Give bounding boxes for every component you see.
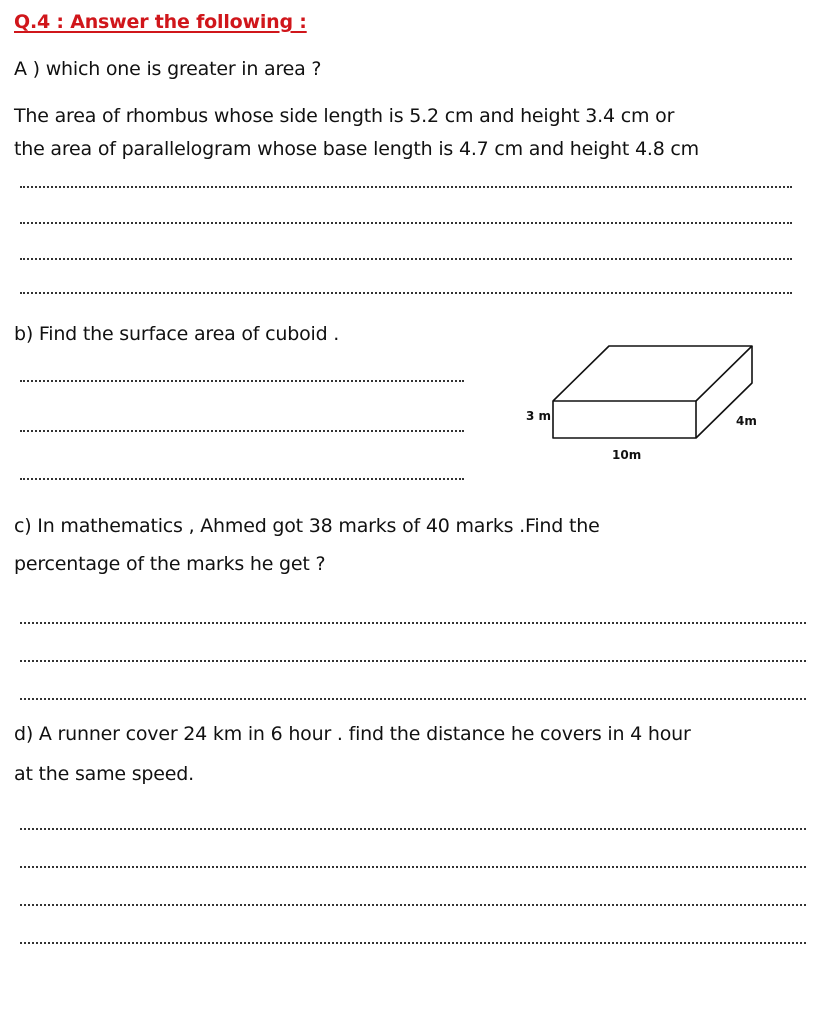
cuboid-top-face (553, 346, 752, 401)
part-d-line-1: d) A runner cover 24 km in 6 hour . find the distance he covers in 4 hour (14, 723, 691, 745)
part-c-line-2: percentage of the marks he get ? (14, 553, 326, 575)
answer-line-c-1[interactable] (20, 622, 806, 624)
part-c-line-1: c) In mathematics , Ahmed got 38 marks of 40 marks .Find the (14, 515, 600, 537)
answer-line-d-1[interactable] (20, 828, 806, 830)
cuboid-length-label: 10m (612, 448, 642, 462)
cuboid-front-face (553, 401, 696, 438)
answer-line-b-2[interactable] (20, 430, 464, 432)
answer-line-d-2[interactable] (20, 866, 806, 868)
answer-line-d-4[interactable] (20, 942, 806, 944)
answer-line-a-4[interactable] (20, 292, 792, 294)
answer-line-a-1[interactable] (20, 186, 792, 188)
part-b-question: b) Find the surface area of cuboid . (14, 323, 340, 345)
answer-line-c-2[interactable] (20, 660, 806, 662)
part-a-question: A ) which one is greater in area ? (14, 58, 322, 80)
question-heading: Q.4 : Answer the following : (14, 11, 307, 33)
answer-line-b-1[interactable] (20, 380, 464, 382)
part-d-line-2: at the same speed. (14, 763, 194, 785)
answer-line-b-3[interactable] (20, 478, 464, 480)
answer-line-d-3[interactable] (20, 904, 806, 906)
cuboid-height-label: 3 m (526, 409, 552, 423)
part-a-line-1: The area of rhombus whose side length is 5.2 cm and height 3.4 cm or (14, 105, 675, 127)
answer-line-a-2[interactable] (20, 222, 792, 224)
part-a-line-2: the area of parallelogram whose base length is 4.7 cm and height 4.8 cm (14, 138, 699, 160)
answer-line-c-3[interactable] (20, 698, 806, 700)
answer-line-a-3[interactable] (20, 258, 792, 260)
cuboid-figure (548, 343, 758, 443)
cuboid-width-label: 4m (736, 414, 757, 428)
